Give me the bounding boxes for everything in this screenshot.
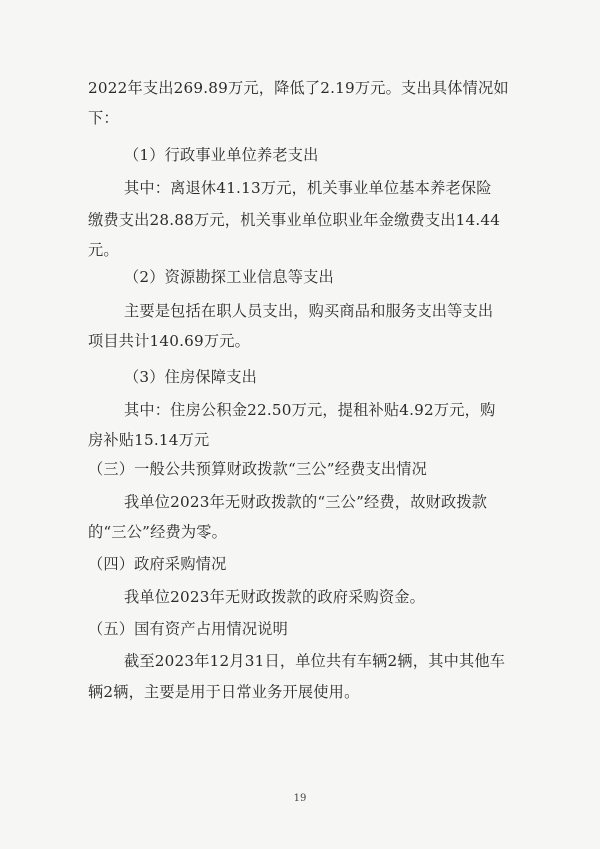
paragraph-line: 截至2023年12月31日，单位共有车辆2辆，其中其他车 [124, 652, 506, 670]
paragraph-line: 2022年支出269.89万元，降低了2.19万元。支出具体情况如 [88, 79, 509, 97]
paragraph-line: 辆2辆，主要是用于日常业务开展使用。 [88, 683, 360, 701]
page-number: 19 [293, 793, 307, 804]
paragraph-line: 主要是包括在职人员支出，购买商品和服务支出等支出 [124, 302, 494, 320]
paragraph-line: 我单位2023年无财政拨款的政府采购资金。 [124, 588, 426, 606]
paragraph-line: 其中：离退休41.13万元，机关事业单位基本养老保险 [124, 179, 492, 197]
paragraph-line: 的“三公”经费为零。 [88, 523, 228, 541]
paragraph-line: 其中：住房公积金22.50万元，提租补贴4.92万元，购 [124, 401, 496, 419]
paragraph-line: 房补贴15.14万元 [88, 431, 210, 449]
paragraph-line: 元。 [88, 241, 119, 259]
subsection-heading: （1）行政事业单位养老支出 [124, 146, 319, 164]
section-heading: （四）政府采购情况 [88, 555, 227, 573]
section-heading: （三）一般公共预算财政拨款“三公”经费支出情况 [88, 460, 428, 478]
paragraph-line: 下： [88, 109, 119, 127]
section-heading: （五）国有资产占用情况说明 [88, 620, 289, 638]
paragraph-line: 项目共计140.69万元。 [88, 332, 251, 350]
paragraph-line: 缴费支出28.88万元，机关事业单位职业年金缴费支出14.44 [88, 211, 501, 229]
paragraph-line: 我单位2023年无财政拨款的“三公”经费，故财政拨款 [124, 493, 488, 511]
subsection-heading: （3）住房保障支出 [124, 368, 257, 386]
subsection-heading: （2）资源勘探工业信息等支出 [124, 268, 334, 286]
